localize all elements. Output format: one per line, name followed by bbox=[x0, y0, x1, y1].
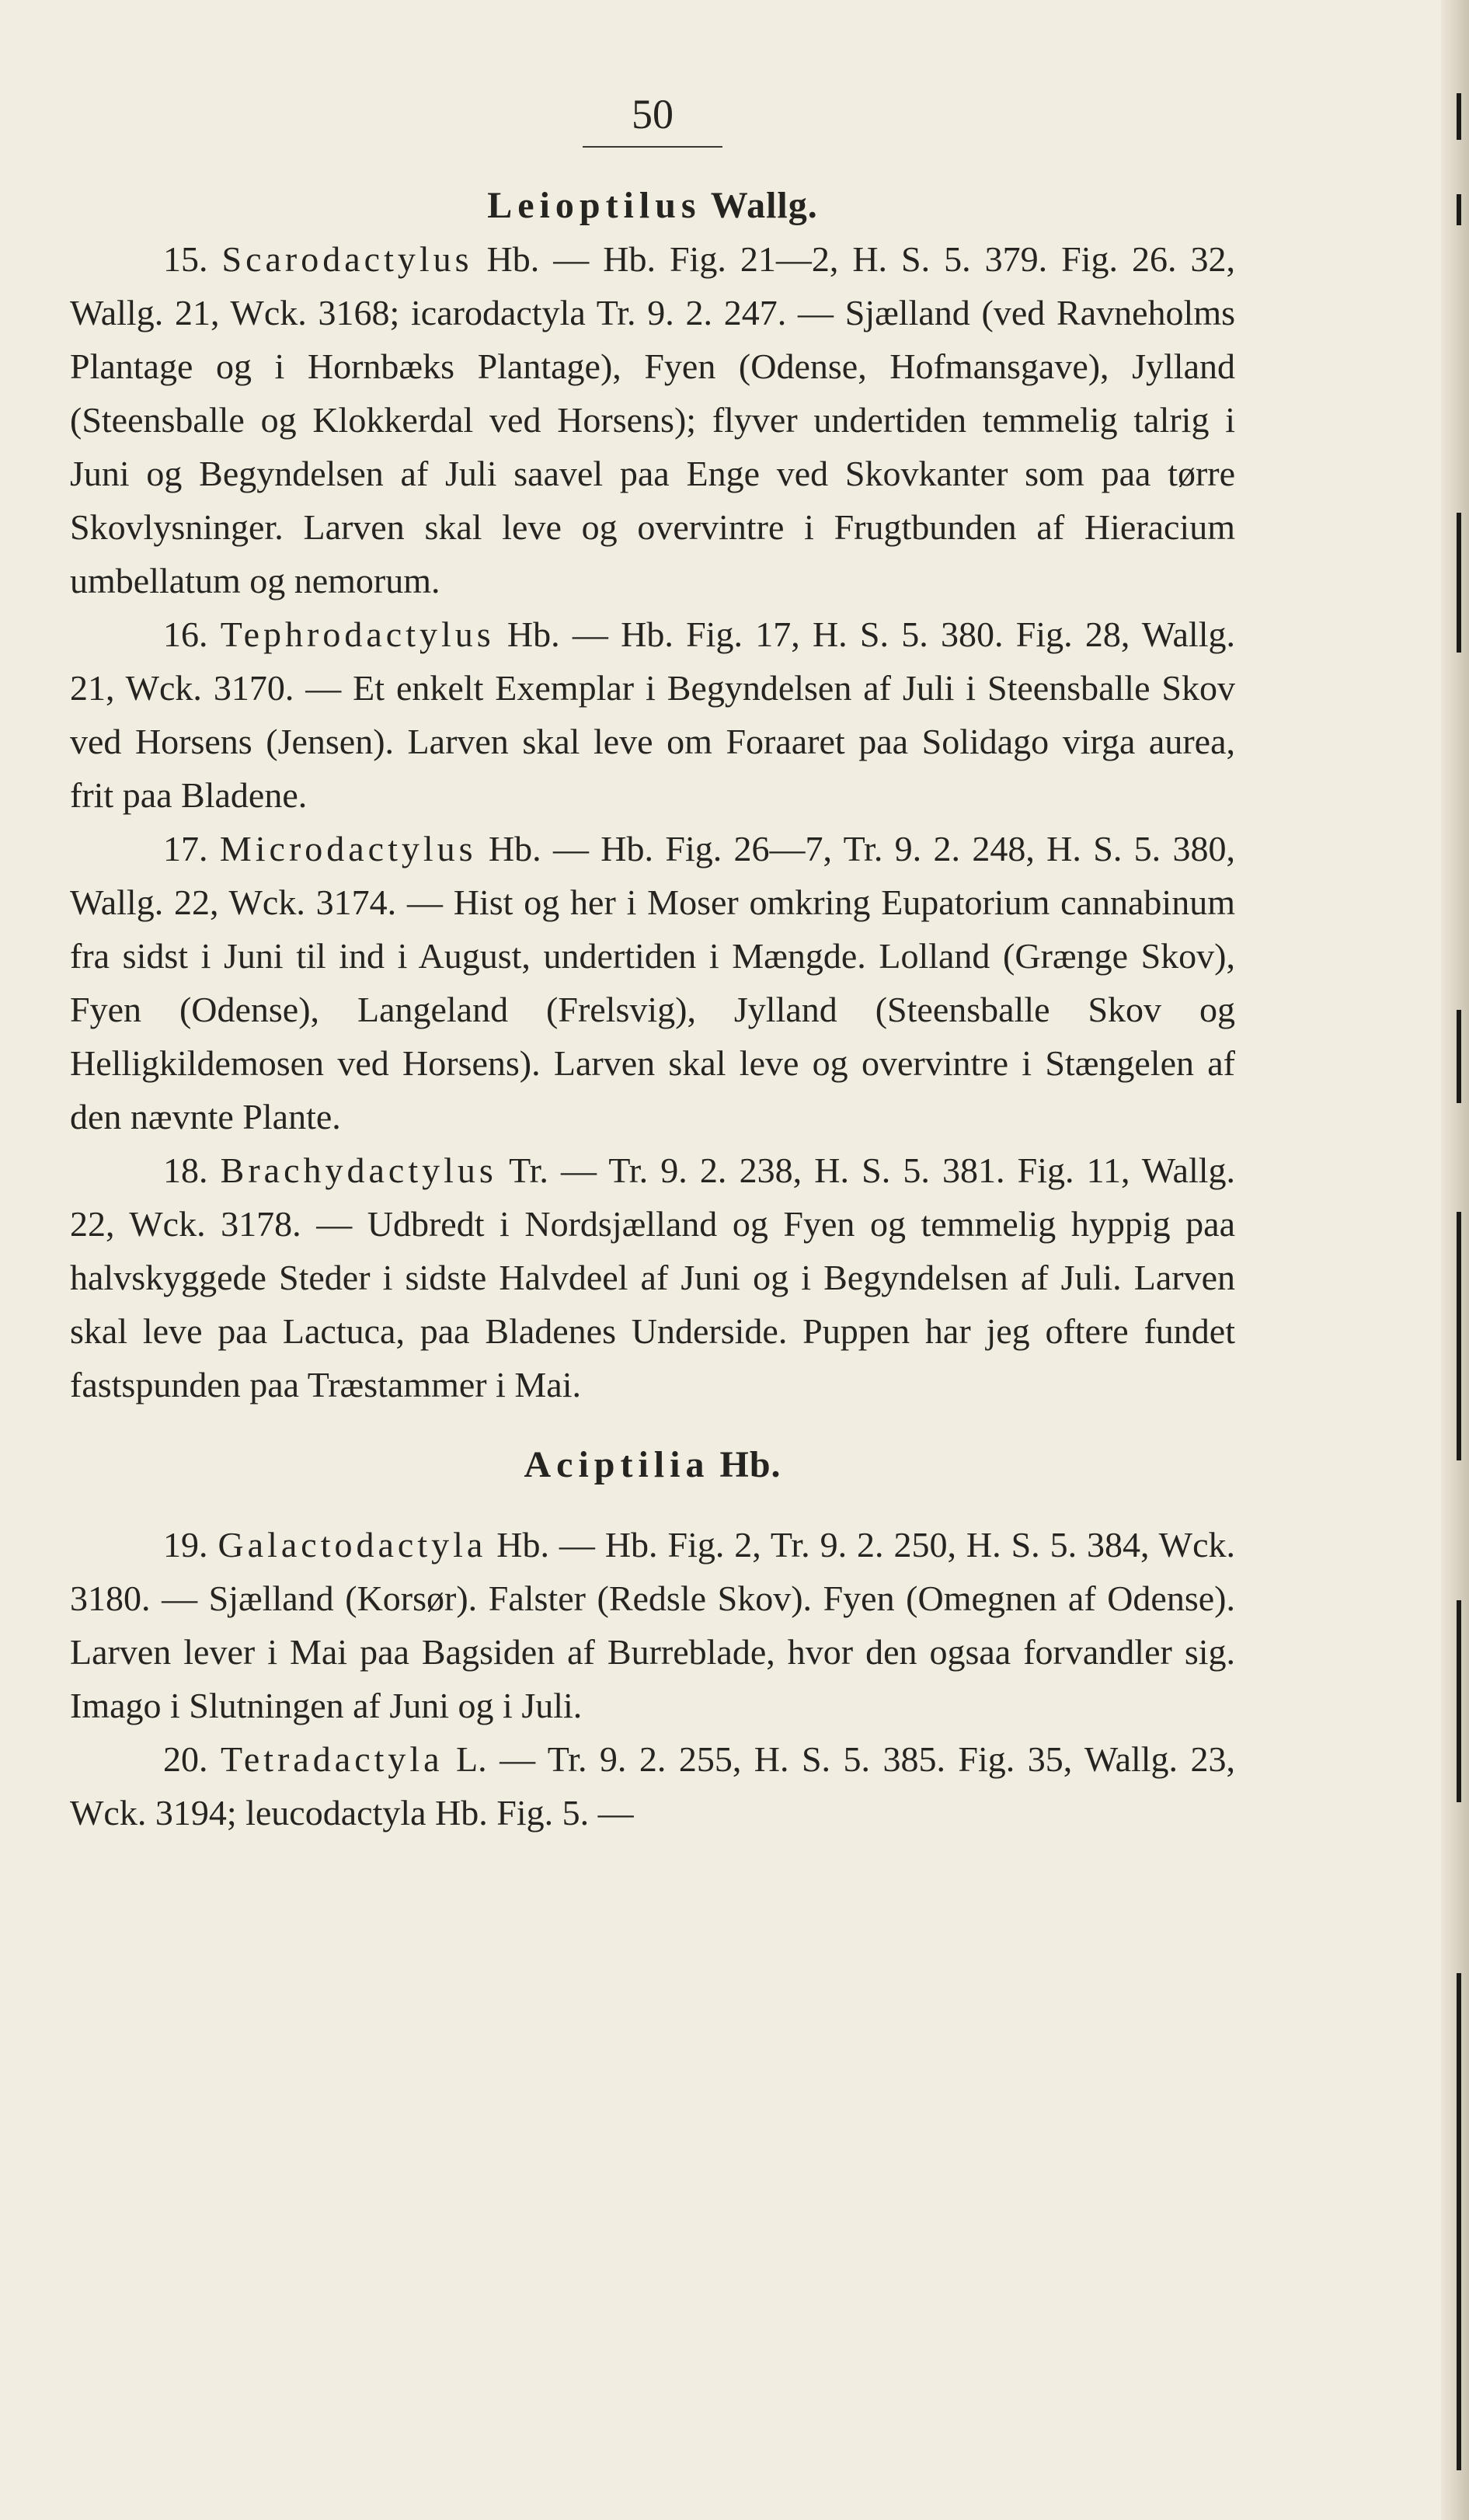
species-name: Brachydactylus bbox=[220, 1150, 497, 1190]
species-entry-20 bbox=[70, 1732, 1235, 1840]
species-name: Scarodactylus bbox=[221, 239, 473, 279]
edge-mark bbox=[1457, 1212, 1461, 1460]
genus-name: Leioptilus bbox=[487, 185, 701, 226]
entry-number: 15. bbox=[163, 239, 208, 279]
edge-mark bbox=[1457, 1010, 1461, 1103]
entry-number: 16. bbox=[163, 614, 208, 654]
species-entry-16 bbox=[70, 607, 1235, 822]
entry-text: Hb. — Hb. Fig. 2, Tr. 9. 2. 250, H. S. 5. 384, Wck. 3180. — Sjælland (Korsør). Falster (Redsle Skov). Fyen (Omegnen af Odense). Larven lever i Mai paa Bagsiden af Burreblade, hvor den ogsaa forvandler sig. Imago i Slutningen af Juni og i Juli. bbox=[70, 1525, 1236, 1725]
species-name: Microdactylus bbox=[219, 829, 477, 868]
entry-number: 18. bbox=[163, 1150, 208, 1190]
entry-number: 19. bbox=[163, 1525, 208, 1565]
section-gap bbox=[70, 1491, 1235, 1518]
species-name: Tetradactyla bbox=[220, 1739, 444, 1779]
entry-text: L. — Tr. 9. 2. 255, H. S. 5. 385. Fig. 35, Wallg. 23, Wck. 3194; leucodactyla Hb. Fig. 5. — bbox=[70, 1739, 1235, 1833]
entry-text: Tr. — Tr. 9. 2. 238, H. S. 5. 381. Fig. 11, Wallg. 22, Wck. 3178. — Udbredt i Nordsjælland og Fyen og temmelig hyppig paa halvskyggede Steder i sidste Halvdeel af Juni og i Begyndelsen af Juli. Larven skal leve paa Lactuca, paa Bladenes Underside. Puppen har jeg oftere fundet fastspunden paa Træstammer i Mai. bbox=[70, 1150, 1235, 1404]
species-name: Galactodactyla bbox=[218, 1525, 487, 1565]
edge-mark bbox=[1457, 1973, 1461, 2470]
entry-text: Hb. — Hb. Fig. 17, H. S. 5. 380. Fig. 28, Wallg. 21, Wck. 3170. — Et enkelt Exemplar i Begyndelsen af Juli i Steensballe Skov ved Horsens (Jensen). Larven skal leve om Foraaret paa Solidago virga aurea, frit paa Bladene. bbox=[70, 614, 1235, 815]
species-entry-19 bbox=[70, 1518, 1235, 1732]
genus-author: Hb. bbox=[709, 1444, 781, 1485]
section-gap bbox=[70, 1411, 1235, 1438]
species-name: Tephrodactylus bbox=[220, 614, 495, 654]
edge-mark bbox=[1457, 194, 1461, 225]
entry-text: Hb. — Hb. Fig. 21—2, H. S. 5. 379. Fig. 26. 32, Wallg. 21, Wck. 3168; icarodactyla Tr. 9. 2. 247. — Sjælland (ved Ravneholms Plantage og i Hornbæks Plantage), Fyen (Odense, Hofmansgave), Jylland (Steensballe og Klokkerdal ved Horsens); flyver undertiden temmelig talrig i Juni og Begyndelsen af Juli saavel paa Enge ved Skovkanter som paa tørre Skovlysninger. Larven skal leve og overvintre i Frugtbunden af Hieracium umbellatum og nemorum. bbox=[70, 239, 1235, 600]
entry-number: 17. bbox=[163, 829, 208, 868]
species-entry-15 bbox=[70, 232, 1235, 607]
edge-mark bbox=[1457, 1600, 1461, 1802]
page-number: 50 bbox=[70, 93, 1235, 148]
genus-name: Aciptilia bbox=[524, 1444, 710, 1485]
page bbox=[70, 93, 1235, 1840]
edge-mark bbox=[1457, 93, 1461, 140]
entry-text: Hb. — Hb. Fig. 26—7, Tr. 9. 2. 248, H. S. 5. 380, Wallg. 22, Wck. 3174. — Hist og her i Moser omkring Eupatorium cannabinum fra sidst i Juni til ind i August, undertiden i Mængde. Lolland (Grænge Skov), Fyen (Odense), Langeland (Frelsvig), Jylland (Steensballe Skov og Helligkildemosen ved Horsens). Larven skal leve og overvintre i Stængelen af den nævnte Plante. bbox=[70, 829, 1235, 1136]
genus-author: Wallg. bbox=[701, 185, 818, 226]
scan-edge bbox=[1441, 0, 1469, 2520]
edge-mark bbox=[1457, 513, 1461, 653]
entry-number: 20. bbox=[163, 1739, 208, 1779]
genus-heading-leioptilus bbox=[70, 179, 1235, 232]
genus-heading-aciptilia bbox=[70, 1438, 1235, 1491]
species-entry-17 bbox=[70, 822, 1235, 1143]
species-entry-18 bbox=[70, 1143, 1235, 1411]
